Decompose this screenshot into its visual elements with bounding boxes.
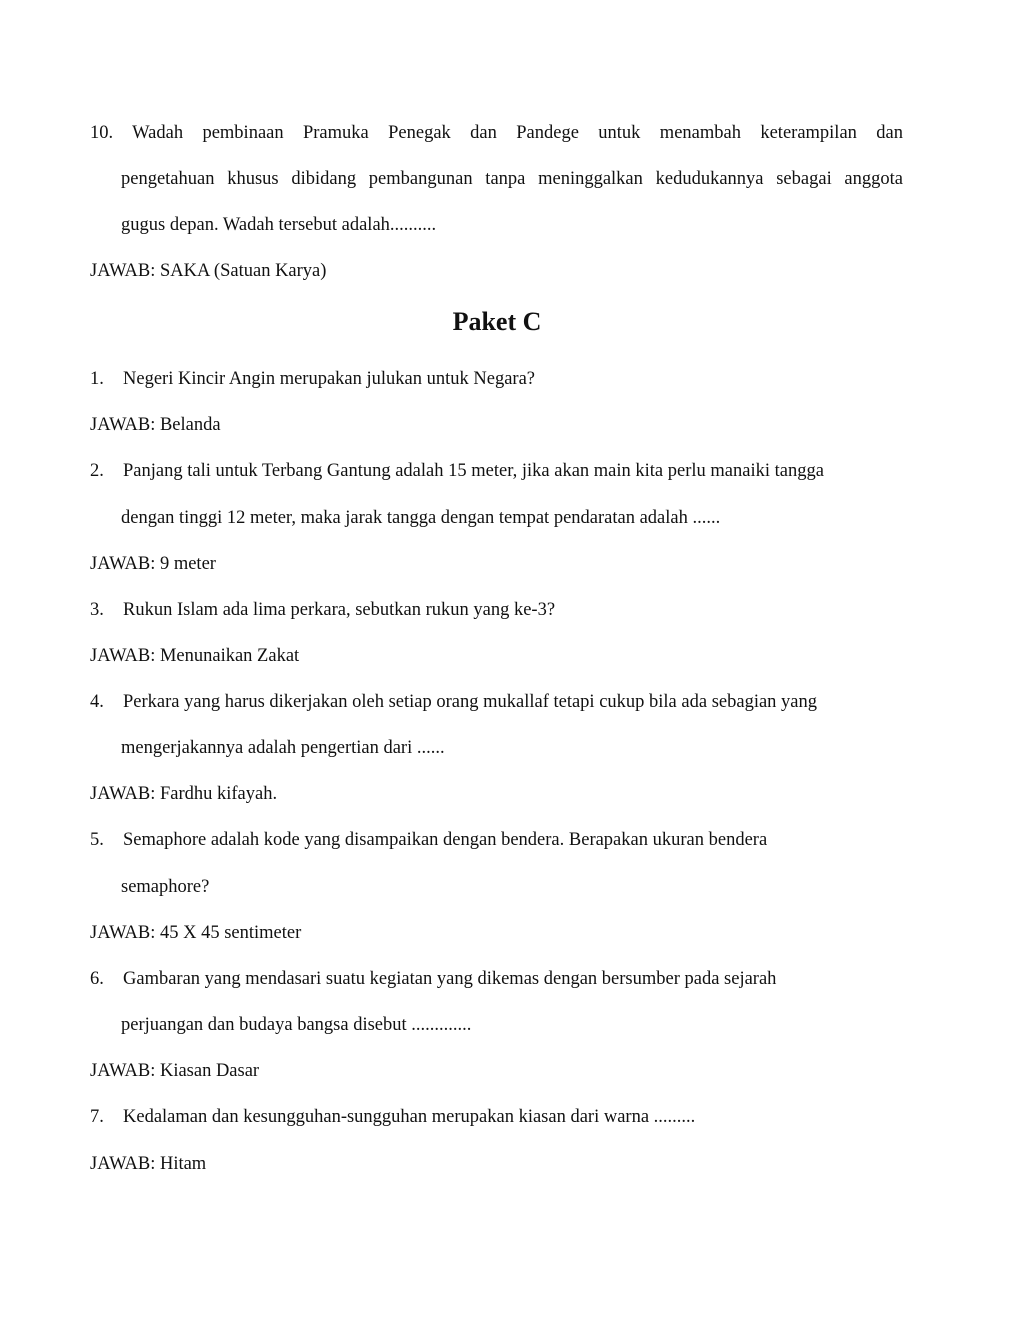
- question-10-text-1: Wadah pembinaan Pramuka Penegak dan Pandege untuk menambah keterampilan dan: [132, 123, 903, 143]
- question-2-text-2: dengan tinggi 12 meter, maka jarak tangga dengan tempat pendaratan adalah ......: [121, 508, 721, 528]
- question-3: [90, 599, 555, 621]
- question-2-answer: JAWAB: 9 meter: [90, 554, 216, 574]
- question-3-number: 3.: [90, 600, 104, 620]
- question-10-line-3: gugus depan. Wadah tersebut adalah..........: [121, 215, 437, 235]
- question-7-answer: JAWAB: Hitam: [90, 1154, 207, 1174]
- question-2-text-1: Panjang tali untuk Terbang Gantung adalah 15 meter, jika akan main kita perlu manaiki tangga: [123, 461, 824, 481]
- question-10-line-1: [90, 122, 903, 144]
- question-5-number: 5.: [90, 830, 104, 850]
- question-10-line-2: pengetahuan khusus dibidang pembangunan tanpa meninggalkan kedudukannya sebagai anggota: [121, 169, 903, 189]
- question-6-text-1: Gambaran yang mendasari suatu kegiatan yang dikemas dengan bersumber pada sejarah: [123, 969, 777, 989]
- question-6-answer: JAWAB: Kiasan Dasar: [90, 1061, 260, 1081]
- question-5-text-2: semaphore?: [121, 877, 210, 897]
- question-4-text-1: Perkara yang harus dikerjakan oleh setiap orang mukallaf tetapi cukup bila ada sebagian yang: [123, 692, 818, 712]
- question-1-text: Negeri Kincir Angin merupakan julukan untuk Negara?: [123, 369, 536, 389]
- question-4-answer: JAWAB: Fardhu kifayah.: [90, 784, 278, 804]
- question-3-text: Rukun Islam ada lima perkara, sebutkan rukun yang ke-3?: [123, 600, 556, 620]
- section-title: Paket C: [452, 307, 542, 336]
- question-6: [90, 968, 776, 990]
- question-5: [90, 829, 767, 851]
- question-5-answer: JAWAB: 45 X 45 sentimeter: [90, 923, 302, 943]
- question-4: [90, 691, 817, 713]
- question-10-answer: JAWAB: SAKA (Satuan Karya): [90, 261, 327, 281]
- question-5-text-1: Semaphore adalah kode yang disampaikan dengan bendera. Berapakan ukuran bendera: [123, 830, 768, 850]
- question-1: [90, 368, 535, 390]
- question-7-number: 7.: [90, 1107, 104, 1127]
- question-1-number: 1.: [90, 369, 104, 389]
- question-3-answer: JAWAB: Menunaikan Zakat: [90, 646, 300, 666]
- question-2: [90, 460, 824, 482]
- question-6-text-2: perjuangan dan budaya bangsa disebut .............: [121, 1015, 472, 1035]
- question-4-text-2: mengerjakannya adalah pengertian dari ......: [121, 738, 445, 758]
- question-4-number: 4.: [90, 692, 104, 712]
- question-10-number: 10.: [90, 123, 114, 143]
- question-7: [90, 1106, 695, 1128]
- question-2-number: 2.: [90, 461, 104, 481]
- question-1-answer: JAWAB: Belanda: [90, 415, 221, 435]
- question-6-number: 6.: [90, 969, 104, 989]
- question-7-text: Kedalaman dan kesungguhan-sungguhan merupakan kiasan dari warna .........: [123, 1107, 696, 1127]
